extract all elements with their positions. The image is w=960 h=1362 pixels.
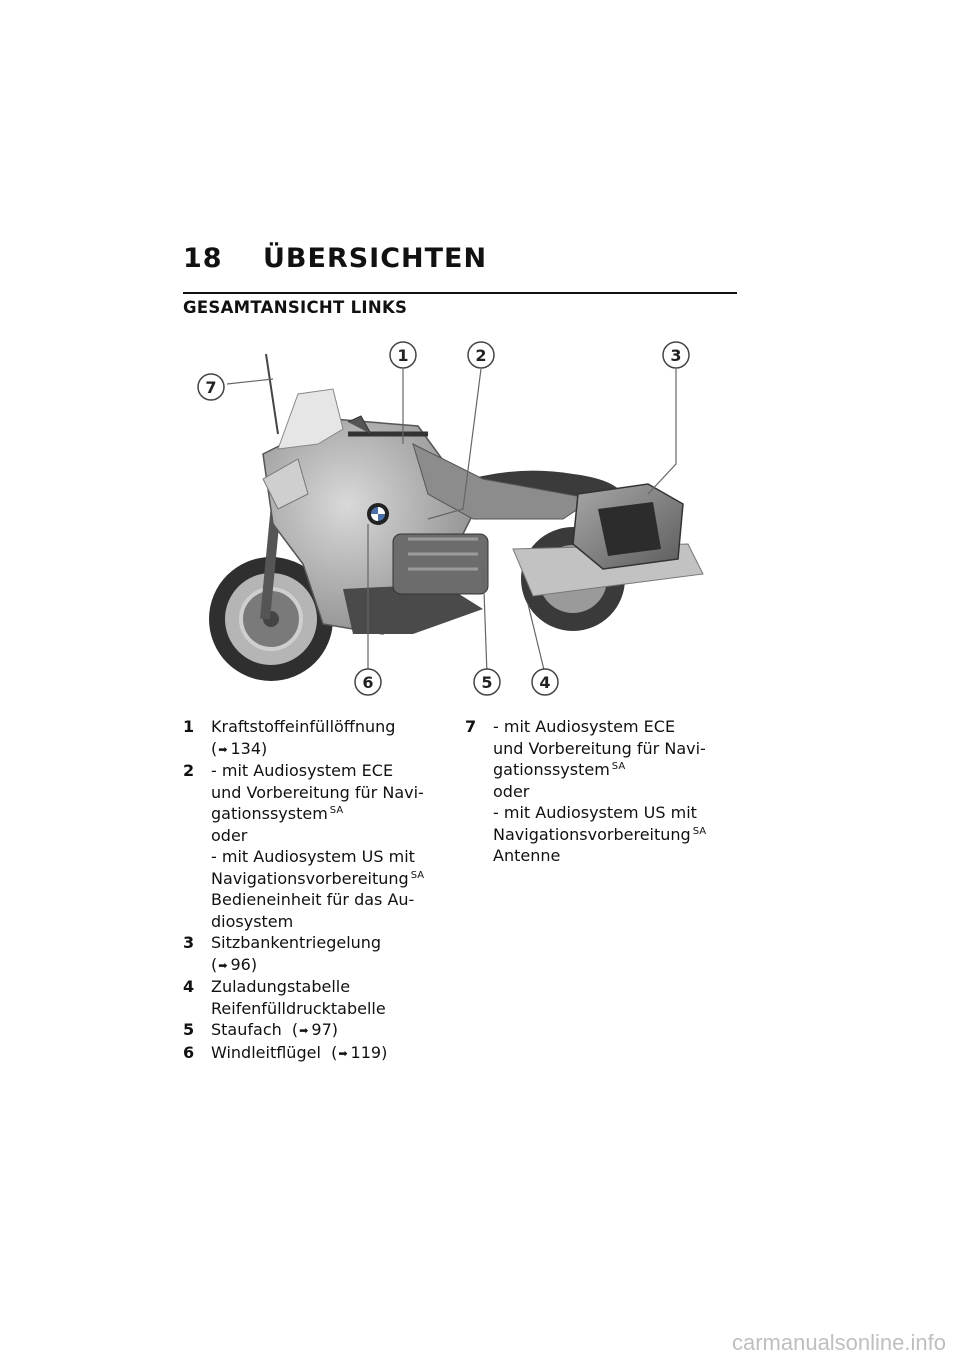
item-text: oder [211,825,248,845]
page-ref-arrow-icon: ➡ [338,1046,348,1060]
legend-item-1: 1 Kraftstoffeinfüllöffnung (➡ 134) [183,716,443,760]
legend-left-column [183,716,443,1064]
item-number: 4 [183,977,195,996]
page-number: 18 [183,243,223,274]
callout-4 [532,669,558,695]
item-text: Zuladungstabelle [211,977,351,996]
chapter-title: ÜBERSICHTEN [263,243,488,274]
item-number: 7 [465,717,477,736]
motorcycle-figure [183,334,737,704]
page-ref-arrow-icon: ➡ [299,1024,309,1037]
item-text: gationssystem [211,804,328,823]
pannier-lid [598,502,661,556]
item-text: Sitzbankentriegelung [211,933,382,952]
legend-item-7 [465,716,737,867]
page-ref[interactable]: 134 [230,738,262,758]
callout-5 [474,669,500,695]
item-text: und Vorbereitung für Navi- [493,738,706,758]
item-text: und Vorbereitung für Navi- [211,782,424,802]
item-text: - mit Audiosystem ECE [211,761,394,780]
item-text: Bedieneinheit für das Au- [211,890,415,909]
callout-3 [663,342,689,368]
special-equipment-mark: SA [410,869,425,881]
item-text: Staufach [211,1020,282,1039]
page-ref[interactable]: 119 [350,1042,382,1062]
item-text: Reifenfülldrucktabelle [211,998,386,1018]
item-text: - mit Audiosystem US mit [493,803,697,822]
callout-label: 2 [475,346,487,365]
page-ref-arrow-icon: ➡ [218,742,228,756]
page-header [183,243,487,274]
item-number: 2 [183,761,195,780]
callout-label: 3 [670,346,682,365]
legend-item-4 [183,976,443,1019]
item-text: Kraftstoffeinfüllöffnung [211,717,396,736]
callout-2 [468,342,494,368]
callout-label: 1 [397,346,409,365]
page-ref-arrow-icon: ➡ [218,958,228,972]
header-rule [183,292,737,294]
item-text: Navigationsvorbereitung [493,824,691,844]
callout-label: 6 [362,673,374,692]
callout-1 [390,342,416,368]
item-text: oder [493,781,530,801]
watermark: carmanualsonline.info [731,1330,946,1355]
motorcycle-illustration [183,334,737,704]
bmw-logo [367,503,389,525]
page-ref[interactable]: 96 [230,954,251,974]
callout-7 [198,374,224,400]
legend-item-5: 5 Staufach (➡ 97) [183,1019,443,1042]
item-text: Windleitflügel [211,1042,321,1062]
item-number: 3 [183,933,195,952]
item-text: diosystem [211,911,294,931]
callout-label: 5 [481,673,493,692]
callout-6 [355,669,381,695]
legend-item-2 [183,760,443,932]
legend-item-3: 3 Sitzbankentriegelung (➡ 96) [183,932,443,976]
item-text: - mit Audiosystem US mit [211,847,415,866]
antenna [266,354,278,434]
legend-item-6: 6 Windleitflügel (➡ 119) [183,1042,443,1065]
special-equipment-mark: SA [692,825,707,837]
section-title: GESAMTANSICHT LINKS [183,298,408,317]
special-equipment-mark: SA [329,805,344,816]
special-equipment-mark: SA [611,761,626,772]
item-text: - mit Audiosystem ECE [493,717,676,736]
callout-label: 7 [205,378,217,397]
engine [393,534,488,594]
item-text: Navigationsvorbereitung [211,868,409,888]
page-ref[interactable]: 97 [311,1020,332,1039]
callout-label: 4 [539,673,551,692]
item-text: Antenne [493,846,561,865]
legend-right-column [465,716,737,867]
item-text: gationssystem [493,760,610,779]
item-number: 6 [183,1042,195,1062]
item-number: 5 [183,1020,195,1039]
item-number: 1 [183,717,195,736]
